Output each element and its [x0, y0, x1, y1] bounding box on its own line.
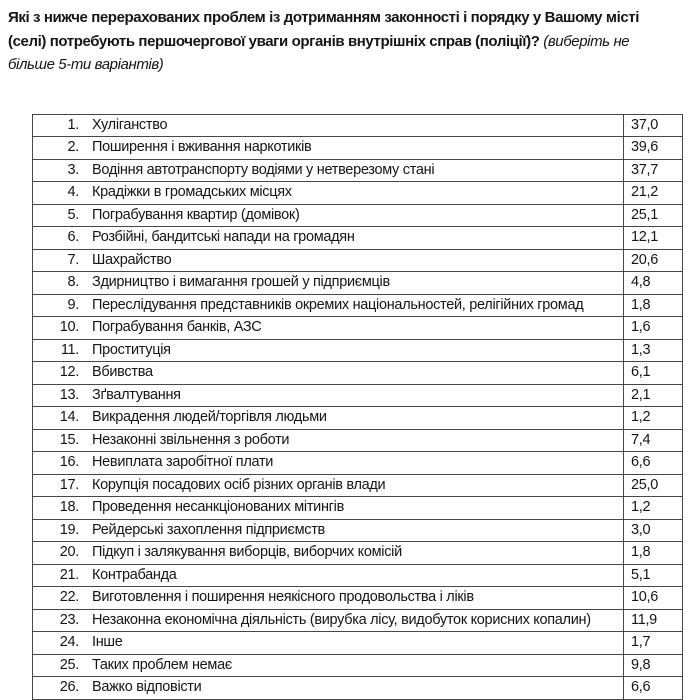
percent-value: 7,4 — [623, 430, 682, 452]
percent-value: 4,8 — [623, 272, 682, 294]
row-number: 15. — [59, 431, 79, 448]
table-row — [33, 294, 682, 317]
row-number: 22. — [59, 589, 79, 605]
percent-value: 37,0 — [623, 115, 682, 137]
problem-cell — [33, 227, 623, 249]
problem-label: Водіння автотранспорту водіями у нетверезому стані — [92, 161, 435, 178]
problem-label: Пограбування квартир (домівок) — [92, 206, 300, 223]
table-row — [33, 316, 682, 339]
problem-cell — [33, 475, 623, 497]
table-row — [33, 136, 682, 159]
problem-cell — [33, 565, 623, 587]
percent-value: 9,8 — [623, 655, 682, 677]
problem-cell — [33, 520, 623, 542]
row-number: 11. — [60, 341, 79, 358]
row-number: 24. — [59, 634, 79, 650]
problem-label: Хуліганство — [92, 116, 168, 133]
problem-label: Шахрайство — [92, 251, 172, 268]
problem-label: Контрабанда — [92, 566, 177, 583]
table-row — [33, 609, 682, 632]
problem-cell — [33, 317, 623, 339]
table-row — [33, 631, 682, 654]
question-italic-note: (виберіть не більше 5-ти варіантів) — [8, 32, 630, 73]
percent-value: 6,6 — [623, 452, 682, 474]
table-row — [33, 361, 682, 384]
problem-cell — [33, 340, 623, 362]
row-number: 12. — [59, 364, 79, 380]
problem-label: Пограбування банків, АЗС — [92, 319, 262, 335]
table-row — [33, 339, 682, 362]
percent-value: 21,2 — [623, 182, 682, 204]
problem-cell — [33, 632, 623, 654]
table-row — [33, 474, 682, 497]
problem-label: Підкуп і залякування виборців, виборчих комісій — [92, 544, 402, 560]
problem-cell — [33, 497, 623, 519]
problem-cell — [33, 182, 623, 204]
row-number: 25. — [59, 656, 79, 673]
question-text — [0, 0, 676, 77]
problem-cell — [33, 137, 623, 159]
row-number: 1. — [67, 116, 79, 133]
row-number: 17. — [59, 476, 79, 493]
table-row — [33, 564, 682, 587]
percent-value: 37,7 — [623, 160, 682, 182]
problem-label: Незаконна економічна діяльність (вирубка лісу, видобуток корисних копалин) — [92, 611, 591, 628]
problem-label: Крадіжки в громадських місцях — [92, 184, 292, 200]
row-number: 2. — [67, 139, 79, 155]
row-number: 19. — [59, 521, 79, 538]
table-row — [33, 271, 682, 294]
row-number: 7. — [67, 251, 79, 268]
problem-label: Зґвалтування — [92, 386, 181, 403]
table-row — [33, 249, 682, 272]
problem-label: Переслідування представників окремих національностей, релігійних громад — [92, 296, 584, 313]
percent-value: 12,1 — [623, 227, 682, 249]
problem-cell — [33, 295, 623, 317]
percent-value: 1,7 — [623, 632, 682, 654]
problem-cell — [33, 610, 623, 632]
problem-label: Важко відповісти — [92, 679, 202, 695]
problem-cell — [33, 407, 623, 429]
row-number: 21. — [59, 566, 79, 583]
percent-value: 20,6 — [623, 250, 682, 272]
percent-value: 39,6 — [623, 137, 682, 159]
problem-cell — [33, 272, 623, 294]
problem-label: Корупція посадових осіб різних органів влади — [92, 476, 386, 493]
percent-value: 11,9 — [623, 610, 682, 632]
problem-label: Незаконні звільнення з роботи — [92, 431, 290, 448]
percent-value: 10,6 — [623, 587, 682, 609]
percent-value: 1,2 — [623, 407, 682, 429]
row-number: 13. — [59, 386, 79, 403]
table-row — [33, 159, 682, 182]
problem-label: Виготовлення і поширення неякісного продовольства і ліків — [92, 589, 474, 605]
row-number: 18. — [59, 499, 79, 515]
problem-cell — [33, 385, 623, 407]
problem-cell — [33, 115, 623, 137]
problem-label: Поширення і вживання наркотиків — [92, 139, 312, 155]
problem-cell — [33, 430, 623, 452]
table-row — [33, 519, 682, 542]
percent-value: 3,0 — [623, 520, 682, 542]
percent-value: 25,0 — [623, 475, 682, 497]
percent-value: 6,6 — [623, 677, 682, 699]
survey-results-table — [32, 114, 683, 700]
problem-cell — [33, 587, 623, 609]
problem-cell — [33, 452, 623, 474]
problem-label: Таких проблем немає — [92, 656, 232, 673]
row-number: 5. — [67, 206, 79, 223]
table-row — [33, 181, 682, 204]
problem-label: Рейдерські захоплення підприємств — [92, 521, 325, 538]
problem-cell — [33, 655, 623, 677]
table-row — [33, 586, 682, 609]
table-row — [33, 406, 682, 429]
table-row — [33, 654, 682, 677]
row-number: 16. — [59, 454, 79, 470]
table-row — [33, 676, 682, 699]
table-row — [33, 451, 682, 474]
row-number: 26. — [59, 679, 79, 695]
percent-value: 1,6 — [623, 317, 682, 339]
row-number: 14. — [59, 409, 79, 425]
problem-cell — [33, 542, 623, 564]
question-bold-text: Які з нижче перерахованих проблем із дотриманням законності і порядку у Вашому місті (селі) потребують першочергової уваги органів внутрішніх справ (поліції)? — [8, 9, 640, 50]
percent-value: 1,8 — [623, 295, 682, 317]
table-row — [33, 115, 682, 137]
problem-label: Здирництво і вимагання грошей у підприємців — [92, 274, 390, 290]
row-number: 3. — [67, 161, 79, 178]
problem-label: Проституція — [92, 341, 171, 358]
percent-value: 1,2 — [623, 497, 682, 519]
row-number: 4. — [67, 184, 79, 200]
table-row — [33, 384, 682, 407]
row-number: 23. — [59, 611, 79, 628]
table-row — [33, 226, 682, 249]
problem-label: Інше — [92, 634, 123, 650]
table-row — [33, 204, 682, 227]
percent-value: 6,1 — [623, 362, 682, 384]
row-number: 10. — [59, 319, 79, 335]
row-number: 9. — [67, 296, 79, 313]
row-number: 8. — [67, 274, 79, 290]
percent-value: 5,1 — [623, 565, 682, 587]
percent-value: 2,1 — [623, 385, 682, 407]
problem-cell — [33, 362, 623, 384]
problem-cell — [33, 677, 623, 699]
row-number: 6. — [67, 229, 79, 245]
problem-cell — [33, 160, 623, 182]
table-row — [33, 496, 682, 519]
percent-value: 25,1 — [623, 205, 682, 227]
problem-label: Вбивства — [92, 364, 153, 380]
problem-cell — [33, 205, 623, 227]
table-row — [33, 541, 682, 564]
problem-cell — [33, 250, 623, 272]
table-row — [33, 429, 682, 452]
percent-value: 1,8 — [623, 542, 682, 564]
problem-label: Розбійні, бандитські напади на громадян — [92, 229, 355, 245]
percent-value: 1,3 — [623, 340, 682, 362]
problem-label: Невиплата заробітної плати — [92, 454, 274, 470]
problem-label: Викрадення людей/торгівля людьми — [92, 409, 327, 425]
row-number: 20. — [59, 544, 79, 560]
problem-label: Проведення несанкціонованих мітингів — [92, 499, 344, 515]
